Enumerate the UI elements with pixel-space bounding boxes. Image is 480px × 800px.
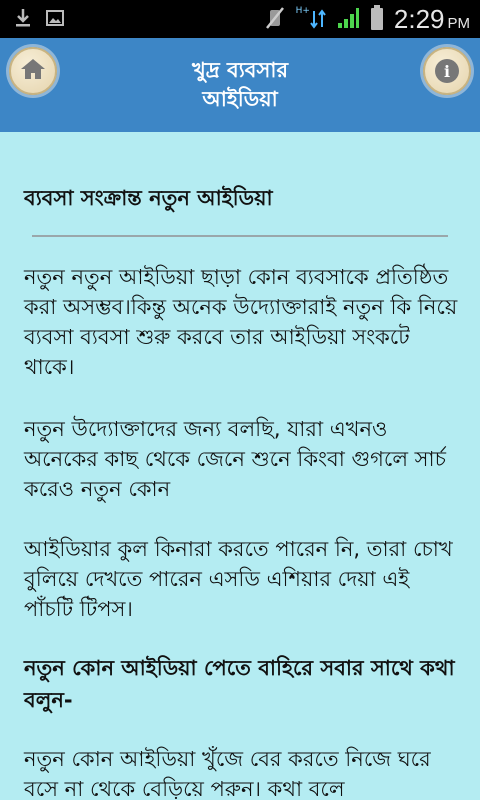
clock-time: 2:29: [393, 4, 445, 34]
notification-icons: [14, 8, 64, 32]
page-title: [0, 56, 480, 114]
paragraph-4: নতুন কোন আইডিয়া খুঁজে বের করতে নিজে ঘরে বসে না থেকে বেড়িয়ে পরুন। কথা বলে: [24, 747, 431, 800]
title-line-1: খুদ্র ব্যবসার: [191, 58, 289, 82]
clock-ampm: PM: [447, 15, 470, 32]
paragraph-3: আইডিয়ার কুল কিনারা করতে পারেন নি, তারা চোখ বুলিয়ে দেখতে পারেন এসডি এশিয়ার দেয়া এই পাঁচটি টিপস।: [24, 537, 453, 621]
article-content[interactable]: [0, 132, 480, 800]
app-header: [0, 38, 480, 132]
info-button[interactable]: [423, 47, 471, 95]
download-icon: [14, 8, 32, 32]
article-subheading: নতুন কোন আইডিয়া পেতে বাহিরে সবার সাথে কথা বলুন-: [24, 656, 455, 712]
mute-icon: [264, 6, 286, 34]
network-type-label: H+: [295, 6, 310, 16]
image-icon: [46, 9, 64, 31]
battery-icon: [370, 5, 384, 35]
status-bar: [0, 0, 480, 38]
paragraph-2: নতুন উদ্যোক্তাদের জন্য বলছি, যারা এখনও অনেকের কাছ থেকে জেনে শুনে কিংবা গুগলে সার্চ করেও নতুন কোন: [24, 417, 446, 501]
clock: [394, 4, 470, 35]
article-heading: ব্যবসা সংক্রান্ত নতুন আইডিয়া: [24, 186, 273, 210]
divider: [32, 235, 448, 237]
title-line-2: আইডিয়া: [202, 87, 278, 111]
data-signal-icon: [310, 5, 326, 35]
system-icons: [264, 4, 470, 35]
paragraph-1: নতুন নতুন আইডিয়া ছাড়া কোন ব্যবসাকে প্রতিষ্ঠিত করা অসম্ভব।কিন্তু অনেক উদ্যোক্তারাই নতুন কি নিয়ে ব্যবসা ব্যবসা শুরু করবে তার আইডিয়া সংকটে থাকে।: [24, 265, 458, 379]
signal-icon: [336, 6, 360, 34]
info-icon: i: [435, 59, 459, 83]
